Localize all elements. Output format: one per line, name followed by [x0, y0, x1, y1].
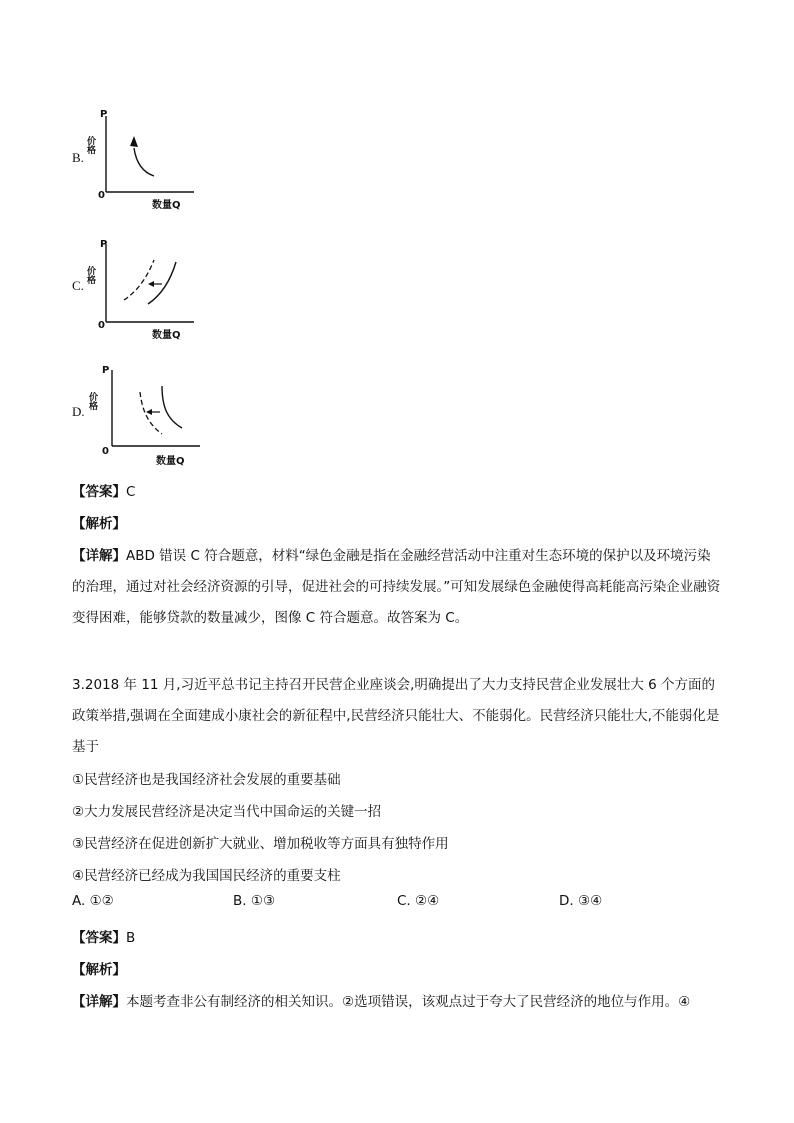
graph-c-new-curve [124, 260, 154, 300]
graph-d-price-label: 价格 [87, 392, 97, 410]
graph-b-curve [134, 148, 154, 176]
graph-c-q-label: 数量Q [152, 330, 181, 341]
q2-detail-tag: 【详解】 [72, 548, 126, 564]
q3-answer-tag: 【答案】 [72, 930, 126, 946]
q3-stem: 3.2018 年 11 月,习近平总书记主持召开民营企业座谈会,明确提出了大力支持民营企业发展壮大 6 个方面的政策举措,强调在全面建成小康社会的新征程中,民营经济只能壮大、不能弱化。民营经济只能壮大,不能弱化是基于 [72, 677, 720, 755]
graph-d [87, 362, 202, 468]
graph-d-old-curve [162, 386, 182, 428]
graph-b [85, 106, 200, 212]
graph-b-arrowhead [130, 136, 138, 147]
q3-analysis-line [72, 955, 126, 986]
graph-b-p-label: P [100, 109, 108, 120]
option-c-label: C. [72, 278, 84, 293]
graph-d-arrowhead [146, 409, 152, 415]
q3-statement-4: ④民营经济已经成为我国国民经济的重要支柱 [72, 868, 341, 884]
q3-detail-paragraph [72, 987, 722, 1018]
q3-choice-d: D. ③④ [559, 893, 603, 909]
graph-d-p-label: P [102, 365, 110, 376]
q3-answer-value: B [126, 930, 136, 946]
q2-detail-text: ABD 错误 C 符合题意，材料“绿色金融是指在金融经营活动中注重对生态环境的保护以及环境污染的治理，通过对社会经济资源的引导，促进社会的可持续发展。”可知发展绿色金融使得高耗能高污染企业融资变得困难，能够贷款的数量减少，图像 C 符合题意。故答案为 C。 [72, 548, 721, 626]
q3-choice-b: B. ①③ [233, 893, 276, 909]
q2-analysis-tag: 【解析】 [72, 516, 126, 532]
q2-answer-line [72, 477, 135, 508]
q2-detail-paragraph [72, 541, 722, 634]
graph-c-origin: 0 [98, 320, 105, 331]
graph-c-price-label: 价格 [85, 266, 95, 284]
q3-statement-2: ②大力发展民营经济是决定当代中国命运的关键一招 [72, 804, 382, 820]
graph-d-origin: 0 [102, 446, 109, 457]
option-b-label: B. [72, 150, 84, 165]
q3-statement-1: ①民营经济也是我国经济社会发展的重要基础 [72, 772, 341, 788]
q3-statement-3: ③民营经济在促进创新扩大就业、增加税收等方面具有独特作用 [72, 836, 449, 852]
graph-d-q-label: 数量Q [156, 456, 185, 467]
q3-choices [72, 893, 722, 919]
graph-c-p-label: P [100, 239, 108, 250]
option-d-label: D. [72, 404, 85, 419]
q3-detail-text: 本题考查非公有制经济的相关知识。②选项错误，该观点过于夸大了民营经济的地位与作用。④ [126, 994, 691, 1010]
q2-answer-value: C [126, 484, 136, 500]
graph-b-origin: 0 [98, 190, 105, 201]
q2-analysis-line [72, 509, 126, 540]
q2-answer-tag: 【答案】 [72, 484, 126, 500]
q3-choice-a: A. ①② [72, 893, 114, 909]
q3-choice-c: C. ②④ [397, 893, 440, 909]
graph-b-price-label: 价格 [85, 136, 95, 154]
graph-c [85, 236, 200, 342]
q3-answer-line [72, 923, 135, 954]
graph-b-q-label: 数量Q [152, 200, 181, 211]
graph-c-arrowhead [148, 281, 154, 287]
q3-analysis-tag: 【解析】 [72, 962, 126, 978]
q3-detail-tag: 【详解】 [72, 994, 126, 1010]
